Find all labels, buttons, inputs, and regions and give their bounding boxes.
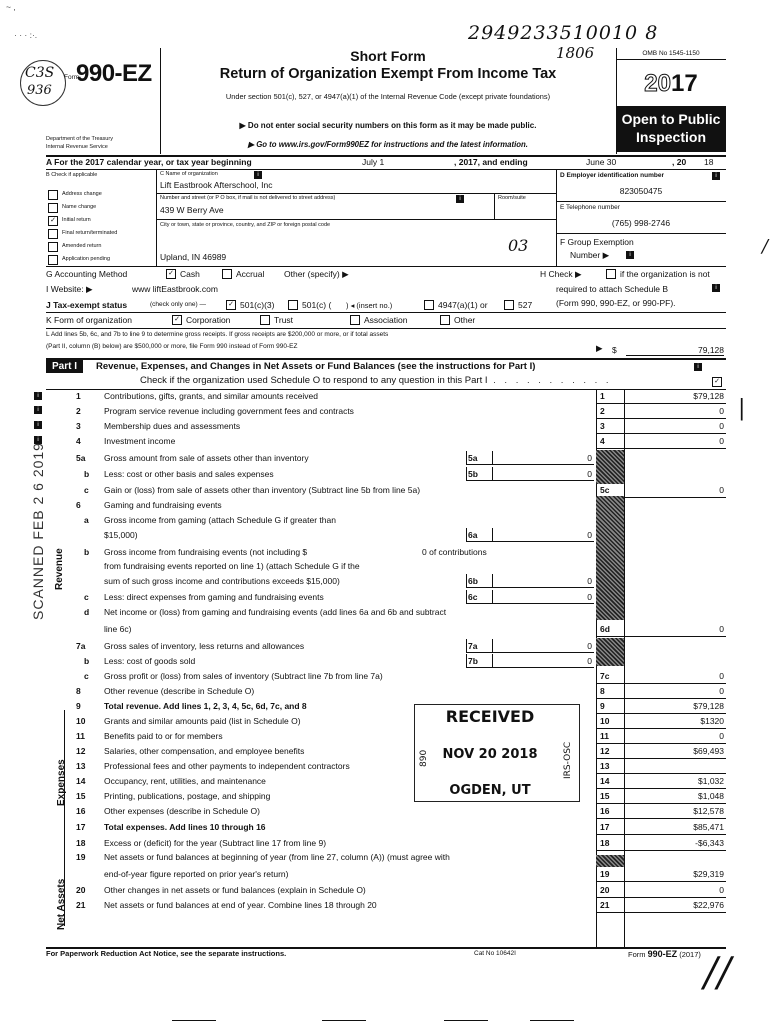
line-description: Program service revenue including government fees and contracts: [104, 406, 354, 416]
line-description: $15,000): [104, 530, 138, 540]
inner-line-label: 5a: [468, 453, 478, 463]
info-icon: i: [456, 195, 464, 203]
line-sub-letter: c: [84, 671, 89, 681]
line-number: 7a: [76, 641, 86, 651]
other-org-label: Other: [454, 315, 476, 325]
line-box-label: 9: [600, 701, 605, 711]
info-icon: i: [34, 436, 42, 444]
line-box-label: 10: [600, 716, 610, 726]
501c3-checkbox[interactable]: ✓: [226, 300, 236, 310]
line-box-label: 1: [600, 391, 605, 401]
handwritten-mark: /: [762, 236, 769, 257]
accrual-checkbox[interactable]: [222, 269, 232, 279]
line-number: 9: [76, 701, 81, 711]
527-label: 527: [518, 300, 533, 310]
line-l-text1: L Add lines 5b, 6c, and 7b to line 9 to determine gross receipts. If gross receipts are $200,000 or more, or if total assets: [46, 331, 389, 338]
line-description: Investment income: [104, 436, 176, 446]
inner-line-label: 7b: [468, 656, 478, 666]
line-number: 8: [76, 686, 81, 696]
line-amount: $85,471: [693, 822, 724, 832]
line-amount: 0: [719, 671, 724, 681]
line-description: Total expenses. Add lines 10 through 16: [104, 822, 266, 832]
line-amount: 0: [719, 686, 724, 696]
info-icon: i: [34, 421, 42, 429]
line-h-text3: (Form 990, 990-EZ, or 990-PF).: [556, 298, 676, 308]
form-line-row: [46, 641, 726, 652]
inner-line-label: 5b: [468, 469, 478, 479]
line-box-label: 18: [600, 838, 610, 848]
form-line-row: [46, 515, 726, 526]
line-box-label: 8: [600, 686, 605, 696]
handwritten-number: 1806: [556, 44, 595, 62]
line-number: 12: [76, 746, 86, 756]
form-line-row: [46, 485, 726, 496]
line-number: 5a: [76, 453, 86, 463]
final-return-checkbox[interactable]: [48, 229, 58, 239]
shaded-cell: [596, 638, 624, 666]
gross-receipts-value: 79,128: [626, 345, 724, 356]
handwritten-mark: //: [704, 950, 731, 996]
line-a-label: A For the 2017 calendar year, or tax year beginning: [46, 157, 252, 167]
line-number: 10: [76, 716, 86, 726]
street-label: Number and street (or P O box, if mail is not delivered to street address): [160, 195, 336, 201]
form-line-row: [46, 421, 726, 432]
info-icon: i: [34, 406, 42, 414]
group-exemption-label: F Group Exemption: [560, 237, 634, 247]
line-sub-letter: a: [84, 515, 89, 525]
circled-stamp: C3S 936: [20, 60, 66, 106]
line-description: Other revenue (describe in Schedule O): [104, 686, 255, 696]
line-l-text2: (Part II, column (B) below) are $500,000 or more, file Form 990 instead of Form 990-EZ: [46, 343, 298, 350]
ssn-instruction: ▶ Do not enter social security numbers on this form as it may be made public.: [239, 121, 537, 130]
line-amount: 0: [719, 624, 724, 634]
line-box-label: 12: [600, 746, 610, 756]
room-suite-label: Room/suite: [498, 195, 526, 201]
form-line-row: [46, 607, 726, 618]
info-icon: i: [626, 251, 634, 259]
line-box-label: 15: [600, 791, 610, 801]
line-number: 21: [76, 900, 86, 910]
name-change-checkbox[interactable]: [48, 203, 58, 213]
line-number: 19: [76, 852, 86, 862]
association-checkbox[interactable]: [350, 315, 360, 325]
inner-line-amount: 0: [587, 530, 592, 540]
inner-line-label: 6a: [468, 530, 478, 540]
line-description: sum of such gross income and contributions exceeds $15,000): [104, 576, 340, 586]
line-sub-letter: d: [84, 607, 90, 617]
line-amount: $1,048: [698, 791, 724, 801]
form-line-row: [46, 822, 726, 833]
short-form-title: Short Form: [350, 48, 426, 64]
line-amount: 0: [719, 485, 724, 495]
handwritten-mark: |: [738, 396, 746, 421]
schedule-o-checkbox[interactable]: ✓: [712, 377, 722, 387]
line-number: 20: [76, 885, 86, 895]
form-line-row: [46, 624, 726, 635]
part-i-label: Part I: [46, 360, 83, 373]
line-description: Printing, publications, postage, and shipping: [104, 791, 271, 801]
check-applicable-label: B Check if applicable: [46, 172, 98, 178]
city-label: City or town, state or province, country, and ZIP or foreign postal code: [160, 222, 331, 228]
form-line-row: [46, 453, 726, 464]
line-box-label: 16: [600, 806, 610, 816]
line-box-label: 20: [600, 885, 610, 895]
line-h-text2: required to attach Schedule B: [556, 284, 668, 294]
line-number: 13: [76, 761, 86, 771]
line-amount: 0: [719, 406, 724, 416]
line-amount: 0: [719, 731, 724, 741]
form-line-row: [46, 592, 726, 603]
amended-return-checkbox[interactable]: [48, 242, 58, 252]
line-h-label: H Check ▶: [540, 269, 582, 279]
inner-line-amount: 0: [587, 592, 592, 602]
line-description: Other expenses (describe in Schedule O): [104, 806, 260, 816]
line-sub-letter: b: [84, 656, 90, 666]
form-line-row: [46, 791, 726, 802]
form-line-row: [46, 576, 726, 587]
line-description: end-of-year figure reported on prior year's return): [104, 869, 289, 879]
shaded-cell: [596, 496, 624, 620]
line-box-label: 13: [600, 761, 610, 771]
line-h-text: if the organization is not: [620, 269, 710, 279]
expenses-side-label: Expenses: [56, 759, 67, 806]
tax-year-end-year: 18: [704, 157, 714, 167]
cash-checkbox[interactable]: ✓: [166, 269, 176, 279]
line-number: 17: [76, 822, 86, 832]
line-amount: $79,128: [693, 391, 724, 401]
line-description: Gross income from fundraising events (not including $: [104, 547, 308, 557]
line-box-label: 4: [600, 436, 605, 446]
form-line-row: [46, 761, 726, 772]
omb-number: OMB No 1545-1150: [616, 50, 726, 60]
final-return-label: Final return/terminated: [62, 230, 118, 236]
line-sub-letter: b: [84, 469, 90, 479]
line-description: Net assets or fund balances at end of year. Combine lines 18 through 20: [104, 900, 377, 910]
address-change-label: Address change: [62, 191, 102, 197]
form-line-row: [46, 391, 726, 402]
line-box-label: 2: [600, 406, 605, 416]
website-label: I Website: ▶: [46, 284, 93, 294]
scan-mark-top-left: ~ ,: [6, 2, 16, 12]
501c-checkbox[interactable]: [288, 300, 298, 310]
inner-line-amount: 0: [587, 641, 592, 651]
line-number: 2: [76, 406, 81, 416]
form-line-row: [46, 547, 726, 558]
ein-label: D Employer identification number: [560, 172, 665, 179]
line-description: Less: cost or other basis and sales expenses: [104, 469, 274, 479]
form-line-row: [46, 838, 726, 849]
501c3-label: 501(c)(3): [240, 300, 275, 310]
line-amount: 0: [719, 885, 724, 895]
part-i-title: Revenue, Expenses, and Changes in Net Assets or Fund Balances (see the instructions for Part I): [96, 361, 536, 372]
line-number: 18: [76, 838, 86, 848]
line-description: Gross sales of inventory, less returns and allowances: [104, 641, 305, 651]
line-description: from fundraising events reported on line 1) (attach Schedule G if the: [104, 561, 360, 571]
schedule-o-check-text: Check if the organization used Schedule O to respond to any question in this Part I . . . . . . . . . . .: [140, 375, 612, 386]
line-description: Contributions, gifts, grants, and similar amounts received: [104, 391, 319, 401]
line-description: Gross amount from sale of assets other than inventory: [104, 453, 309, 463]
501c-label: 501(c) (: [302, 300, 332, 310]
line-box-label: 6d: [600, 624, 610, 634]
amended-return-label: Amended return: [62, 243, 102, 249]
line-number: 11: [76, 731, 85, 741]
line-amount: $69,493: [693, 746, 724, 756]
form-line-row: [46, 530, 726, 541]
line-amount: $29,319: [693, 869, 724, 879]
line-box-label: 7c: [600, 671, 610, 681]
line-number: 14: [76, 776, 86, 786]
form-line-row: [46, 776, 726, 787]
open-public-inspection: Open to Public Inspection: [616, 106, 726, 152]
line-description: line 6c): [104, 624, 132, 634]
tax-exempt-label: J Tax-exempt status: [46, 300, 128, 310]
form-line-row: [46, 656, 726, 667]
line-description: Professional fees and other payments to independent contractors: [104, 761, 350, 771]
4947-label: 4947(a)(1) or: [438, 300, 488, 310]
line-description: Net assets or fund balances at beginning of year (from line 27, column (A)) (must agree with: [104, 852, 450, 862]
line-description: Excess or (deficit) for the year (Subtract line 17 from line 9): [104, 838, 327, 848]
other-org-checkbox[interactable]: [440, 315, 450, 325]
scan-number: 2949233510010 8: [468, 22, 659, 44]
trust-checkbox[interactable]: [260, 315, 270, 325]
line-amount: $22,976: [693, 900, 724, 910]
line-number: 4: [76, 436, 81, 446]
phone-value: (765) 998-2746: [611, 218, 671, 228]
line-amount: -$6,343: [695, 838, 724, 848]
form-line-row: [46, 671, 726, 682]
line-description: Net income or (loss) from gaming and fundraising events (add lines 6a and 6b and subtract: [104, 607, 447, 617]
line-box-label: 3: [600, 421, 605, 431]
org-name: Lift Eastbrook Afterschool, Inc: [160, 180, 273, 190]
inner-line-label: 7a: [468, 641, 478, 651]
address-change-checkbox[interactable]: [48, 190, 58, 200]
shaded-cell: [596, 855, 624, 867]
form-label: Form: [64, 74, 80, 81]
line-description: Less: cost of goods sold: [104, 656, 196, 666]
scan-mark-dots: · · · :·.: [14, 30, 38, 40]
line-amount: 0: [719, 421, 724, 431]
inner-line-amount: 0: [587, 656, 592, 666]
ein-value: 823050475: [619, 186, 663, 196]
line-amount: $1,032: [698, 776, 724, 786]
tax-year-end: June 30: [586, 157, 617, 167]
form-line-row: [46, 900, 726, 911]
inner-line-amount: 0: [587, 469, 592, 479]
form-line-row: [46, 885, 726, 896]
street-address: 439 W Berry Ave: [160, 205, 224, 215]
4947-checkbox[interactable]: [424, 300, 434, 310]
line-l-dollar: $: [612, 345, 617, 355]
line-number: 15: [76, 791, 86, 801]
line-box-label: 21: [600, 900, 610, 910]
irs-link-instruction: ▶ Go to www.irs.gov/Form990EZ for instructions and the latest information.: [248, 140, 528, 149]
info-icon: i: [712, 172, 720, 180]
tax-year-mid: , 2017, and ending: [454, 157, 528, 167]
accrual-label: Accrual: [236, 269, 265, 279]
net-assets-side-label: Net Assets: [56, 878, 67, 930]
tax-exempt-note: (check only one) —: [150, 301, 206, 308]
info-icon: i: [34, 392, 42, 400]
scanned-stamp: SCANNED FEB 2 6 2019: [30, 442, 46, 620]
revenue-side-label: Revenue: [54, 548, 65, 590]
line-amount: $12,578: [693, 806, 724, 816]
corporation-label: Corporation: [186, 315, 231, 325]
cash-label: Cash: [180, 269, 200, 279]
group-number-label: Number ▶: [570, 250, 610, 260]
line-description: Gaming and fundraising events: [104, 500, 222, 510]
name-change-label: Name change: [62, 204, 97, 210]
irs-label: Internal Revenue Service: [46, 144, 108, 150]
line-description-cont: 0 of contributions: [422, 547, 487, 557]
line-amount: $1320: [700, 716, 724, 726]
form-line-row: [46, 716, 726, 727]
line-l-arrow: ▶: [596, 343, 603, 353]
org-name-label: C Name of organization: [160, 171, 218, 177]
city-state-zip: Upland, IN 46989: [160, 252, 227, 262]
form-line-row: [46, 806, 726, 817]
line-description: Benefits paid to or for members: [104, 731, 223, 741]
line-number: 6: [76, 500, 81, 510]
line-sub-letter: c: [84, 485, 89, 495]
form-line-row: [46, 746, 726, 757]
form-line-row: [46, 500, 726, 511]
other-method-label: Other (specify) ▶: [284, 269, 349, 279]
form-line-row: [46, 406, 726, 417]
trust-label: Trust: [274, 315, 294, 325]
association-label: Association: [364, 315, 408, 325]
inner-line-label: 6c: [468, 592, 478, 602]
dept-treasury: Department of the Treasury: [46, 136, 113, 142]
line-amount: 0: [719, 436, 724, 446]
line-amount: $79,128: [693, 701, 724, 711]
cat-number: Cat No 10642I: [474, 950, 516, 957]
corporation-checkbox[interactable]: ✓: [172, 315, 182, 325]
insert-no-label: ) ◂ (insert no.): [346, 301, 393, 310]
footer-form: Form 990-EZ (2017): [628, 949, 701, 959]
line-description: Occupancy, rent, utilities, and maintenance: [104, 776, 266, 786]
line-number: 1: [76, 391, 81, 401]
line-box-label: 5c: [600, 485, 610, 495]
527-checkbox[interactable]: [504, 300, 514, 310]
line-box-label: 19: [600, 869, 610, 879]
form-subtitle: Under section 501(c), 527, or 4947(a)(1) of the Internal Revenue Code (except private foundations): [225, 92, 551, 101]
form-line-row: [46, 869, 726, 880]
line-sub-letter: b: [84, 547, 90, 557]
tax-year-end-pre: , 20: [672, 157, 687, 167]
line-description: Less: direct expenses from gaming and fundraising events: [104, 592, 324, 602]
paperwork-notice: For Paperwork Reduction Act Notice, see the separate instructions.: [46, 949, 287, 958]
phone-label: E Telephone number: [560, 204, 620, 211]
info-icon: i: [712, 284, 720, 292]
initial-return-checkbox[interactable]: ✓: [48, 216, 58, 226]
line-description: Gain or (loss) from sale of assets other than inventory (Subtract line 5b from line 5a): [104, 485, 421, 495]
accounting-method-label: G Accounting Method: [46, 269, 128, 279]
line-description: Grants and similar amounts paid (list in Schedule O): [104, 716, 301, 726]
line-number: 16: [76, 806, 86, 816]
line-description: Total revenue. Add lines 1, 2, 3, 4, 5c, 6d, 7c, and 8: [104, 701, 307, 711]
application-pending-label: Application pending: [62, 256, 111, 262]
form-of-org-label: K Form of organization: [46, 315, 132, 325]
form-line-row: [46, 686, 726, 697]
line-sub-letter: c: [84, 592, 89, 602]
form-line-row: [46, 731, 726, 742]
received-stamp: RECEIVED NOV 20 2018 OGDEN, UT IRS-OSC 890: [414, 704, 580, 802]
shaded-cell: [596, 450, 624, 484]
line-description: Salaries, other compensation, and employee benefits: [104, 746, 305, 756]
line-description: Membership dues and assessments: [104, 421, 241, 431]
initial-return-label: Initial return: [62, 217, 91, 223]
info-icon: i: [254, 171, 262, 179]
line-number: 3: [76, 421, 81, 431]
schedule-b-checkbox[interactable]: [606, 269, 616, 279]
inner-line-amount: 0: [587, 453, 592, 463]
line-description: Other changes in net assets or fund balances (explain in Schedule O): [104, 885, 366, 895]
inner-line-amount: 0: [587, 576, 592, 586]
form-number: 990-EZ: [76, 60, 152, 87]
application-pending-checkbox[interactable]: [48, 255, 58, 265]
website-value: www liftEastbrook.com: [132, 284, 218, 294]
form-line-row: [46, 852, 726, 863]
form-line-row: [46, 701, 726, 712]
tax-year-begin: July 1: [362, 157, 385, 167]
info-icon: i: [694, 363, 702, 371]
form-line-row: [46, 561, 726, 572]
line-box-label: 17: [600, 822, 610, 832]
form-title: Return of Organization Exempt From Income Tax: [219, 66, 557, 82]
form-line-row: [46, 436, 726, 447]
inner-line-label: 6b: [468, 576, 478, 586]
line-box-label: 14: [600, 776, 610, 786]
line-box-label: 11: [600, 731, 609, 741]
form-line-row: [46, 469, 726, 480]
line-description: Gross profit or (loss) from sales of inventory (Subtract line 7b from line 7a): [104, 671, 383, 681]
tax-year: 2017: [644, 70, 698, 97]
handwritten-03: 03: [508, 236, 529, 255]
line-description: Gross income from gaming (attach Schedule G if greater than: [104, 515, 336, 525]
